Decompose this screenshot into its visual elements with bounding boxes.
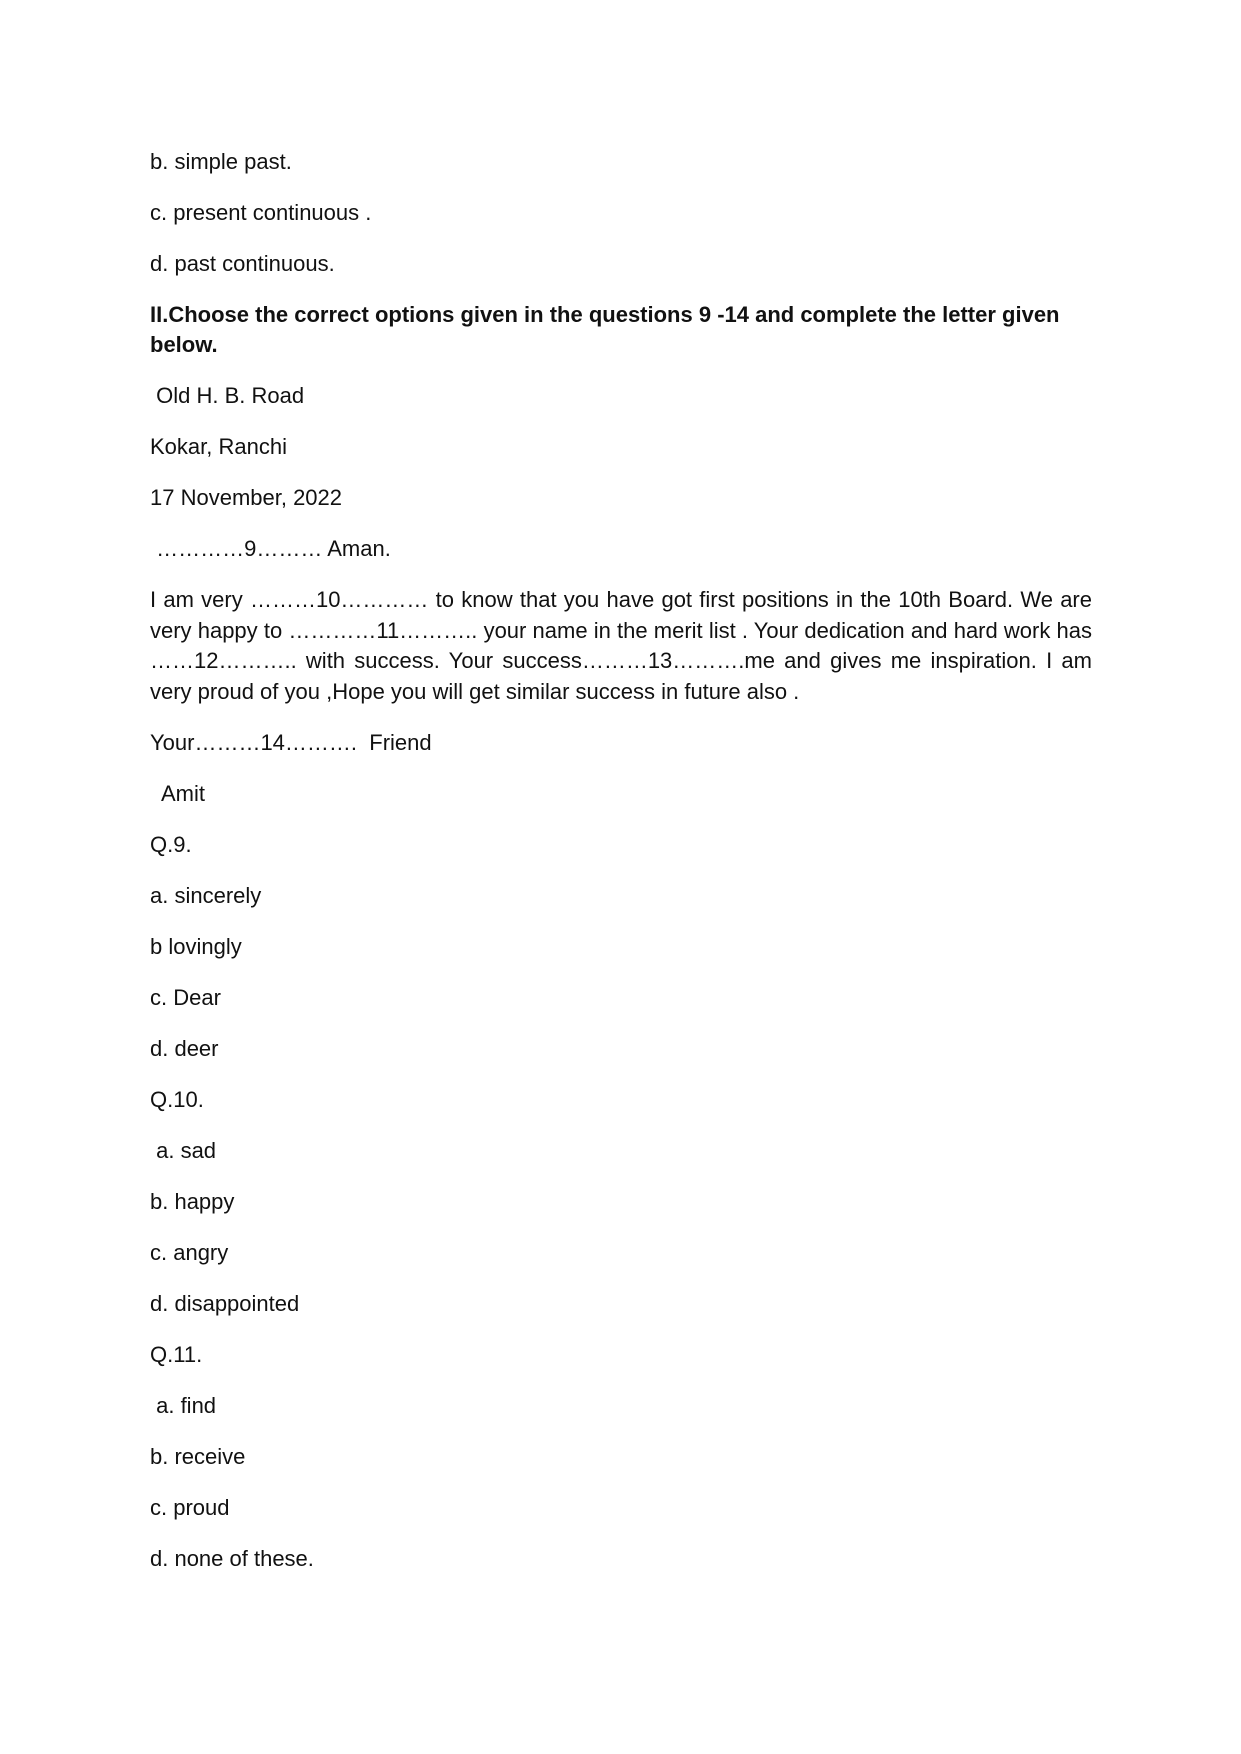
- prev-option-c: c. present continuous .: [150, 200, 372, 225]
- q9-option-d: d. deer: [150, 1036, 219, 1061]
- q11-option-c: c. proud: [150, 1495, 230, 1520]
- question-label-9: Q.9.: [150, 832, 192, 857]
- letter-signature: Amit: [150, 781, 206, 806]
- prev-option-d: d. past continuous.: [150, 251, 335, 276]
- address-line-1: Old H. B. Road: [150, 383, 305, 408]
- question-label-11: Q.11.: [150, 1342, 203, 1367]
- q11-option-d: d. none of these.: [150, 1546, 314, 1571]
- q9-option-b: b lovingly: [150, 934, 242, 959]
- q10-option-b: b. happy: [150, 1189, 235, 1214]
- prev-option-b: b. simple past.: [150, 149, 292, 174]
- q11-option-b: b. receive: [150, 1444, 246, 1469]
- q9-option-a: a. sincerely: [150, 883, 262, 908]
- letter-date: 17 November, 2022: [150, 485, 343, 510]
- q9-option-c: c. Dear: [150, 985, 221, 1010]
- section-heading: II.Choose the correct options given in the questions 9 -14 and complete the letter given below.: [150, 302, 1060, 357]
- q11-option-a: a. find: [150, 1393, 217, 1418]
- letter-salutation: …………9……… Aman.: [150, 536, 391, 561]
- letter-body: I am very ………10………… to know that you have got first positions in the 10th Board. We are very happy to …………11……….. your name in the merit list . Your dedication and hard work has ……12……….. with success. Your success………13……….me and gives me inspiration. I am very proud of you ,Hope you will get similar success in future also .: [150, 587, 1092, 704]
- question-label-10: Q.10.: [150, 1087, 204, 1112]
- letter-closing: Your………14………. Friend: [150, 730, 432, 755]
- q10-option-d: d. disappointed: [150, 1291, 300, 1316]
- q10-option-a: a. sad: [150, 1138, 217, 1163]
- address-line-2: Kokar, Ranchi: [150, 434, 287, 459]
- q10-option-c: c. angry: [150, 1240, 229, 1265]
